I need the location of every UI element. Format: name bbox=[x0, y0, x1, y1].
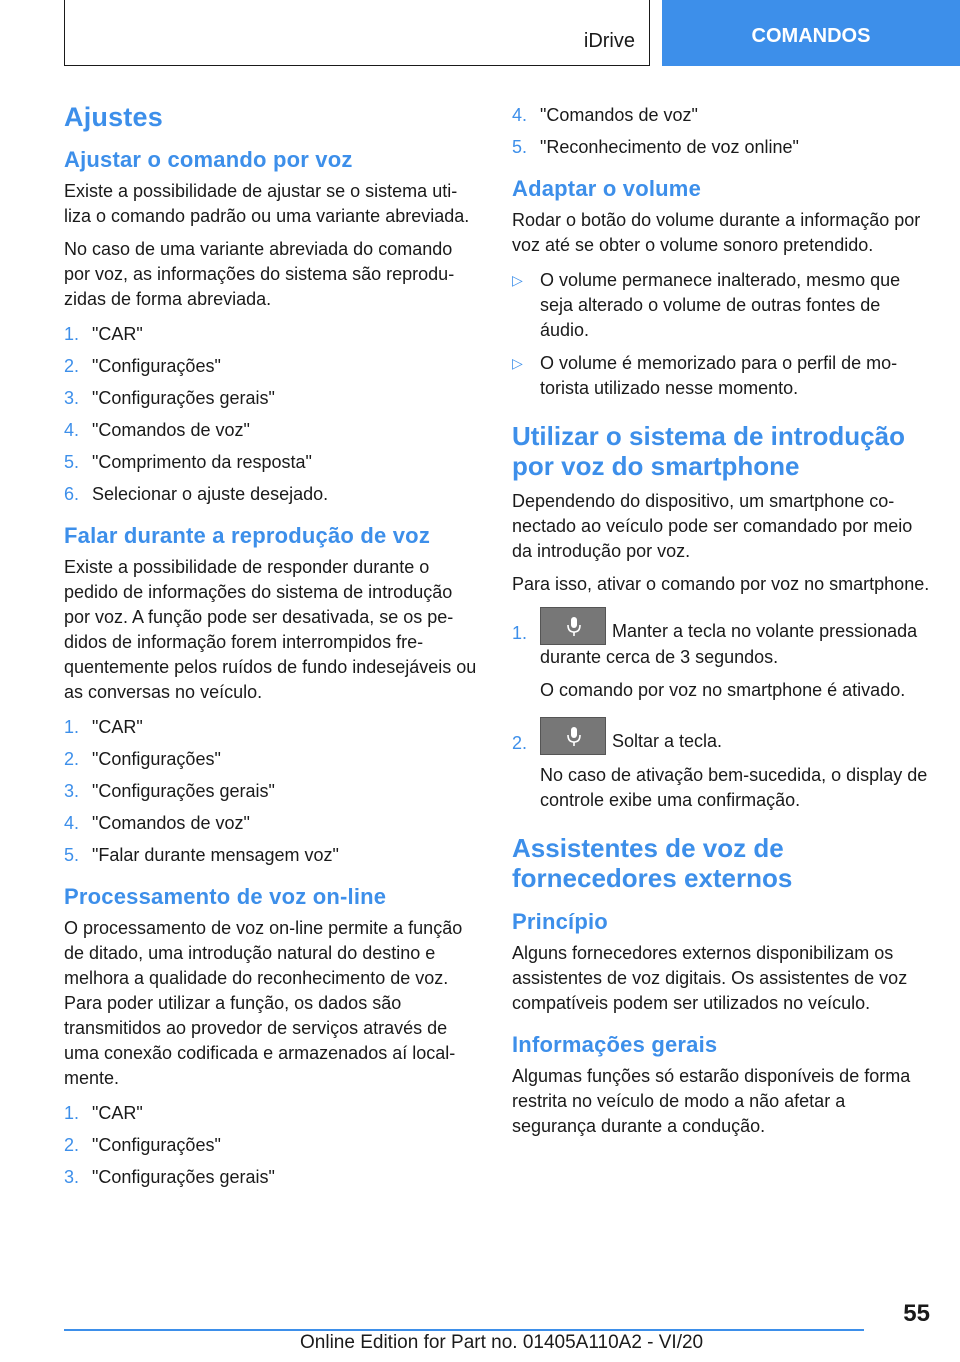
list-item: 5. "Falar durante mensagem voz" bbox=[64, 845, 339, 865]
section-heading: Processamento de voz on-line bbox=[64, 884, 387, 909]
list-item: 5. "Comprimento da resposta" bbox=[64, 452, 312, 472]
right-column bbox=[512, 103, 930, 1147]
list-item: 3. "Configurações gerais" bbox=[64, 781, 275, 801]
steps-list-continued bbox=[512, 103, 930, 160]
section-heading: Adaptar o volume bbox=[512, 176, 702, 201]
paragraph: Existe a possibilidade de responder durante o pedido de informações do sistema de introdução por voz. A função pode ser desativada, se os pedidos de informação forem interrompidos frequentemente pelos ruídos de fundo indesejáveis ou as conversas no veículo. bbox=[64, 557, 477, 702]
paragraph: Rodar o botão do volume durante a informação por voz até se obter o volume sonoro pretendido. bbox=[512, 210, 921, 255]
list-item: 6. Selecionar o ajuste desejado. bbox=[64, 484, 329, 504]
steps-list bbox=[512, 607, 930, 813]
list-item: 2. Soltar a tecla. No caso de ativação bem-sucedida, o display de controle exibe uma confirmação. bbox=[512, 717, 930, 813]
microphone-icon bbox=[540, 717, 606, 755]
page-header bbox=[0, 0, 960, 66]
steps-list bbox=[64, 322, 478, 507]
triangle-right-icon: ▷ bbox=[512, 272, 523, 288]
section-heading: Assistentes de voz de fornecedores externos bbox=[512, 833, 793, 893]
list-item: ▷ O volume permanece inalterado, mesmo que seja alterado o volume de outras fontes de áudio. bbox=[512, 270, 901, 340]
paragraph: Dependendo do dispositivo, um smartphone conectado ao veículo pode ser comandado por meio da introdução por voz. bbox=[512, 491, 913, 561]
list-item: 2. "Configurações" bbox=[64, 749, 221, 769]
paragraph: Alguns fornecedores externos disponibilizam os assistentes de voz digitais. Os assistentes de voz compatíveis podem ser utilizados no veículo. bbox=[512, 943, 908, 1013]
list-item: 5. "Reconhecimento de voz online" bbox=[512, 137, 799, 157]
section-heading: Ajustar o comando por voz bbox=[64, 147, 353, 172]
notes-list bbox=[512, 268, 930, 401]
chapter-tab: COMANDOS bbox=[662, 0, 960, 66]
subsection-heading: Informações gerais bbox=[512, 1032, 718, 1057]
steps-list bbox=[64, 715, 478, 868]
list-item: 1. "CAR" bbox=[64, 1103, 143, 1123]
paragraph: Existe a possibilidade de ajustar se o sistema utiliza o comando padrão ou uma variante abreviada. bbox=[64, 181, 470, 226]
step-result: O comando por voz no smartphone é ativado. bbox=[540, 680, 906, 700]
paragraph: Algumas funções só estarão disponíveis de forma restrita no veículo de modo a não afetar a segurança durante a condução. bbox=[512, 1066, 911, 1136]
subsection-heading: Princípio bbox=[512, 909, 608, 934]
list-item: 2. "Configurações" bbox=[64, 356, 221, 376]
footer-divider bbox=[64, 1329, 864, 1331]
list-item: 4. "Comandos de voz" bbox=[64, 420, 250, 440]
list-item: 1. Manter a tecla no volante pressionada durante cerca de 3 segundos. O comando por voz no smartphone é ativado. bbox=[512, 607, 930, 703]
list-item: 3. "Configurações gerais" bbox=[64, 388, 275, 408]
left-column bbox=[64, 98, 478, 1197]
steps-list bbox=[64, 1101, 478, 1190]
section-heading: Falar durante a reprodução de voz bbox=[64, 523, 431, 548]
page-number: 55 bbox=[903, 1300, 930, 1327]
microphone-icon bbox=[540, 607, 606, 645]
list-item: 3. "Configurações gerais" bbox=[64, 1167, 275, 1187]
triangle-right-icon: ▷ bbox=[512, 355, 523, 371]
step-result: No caso de ativação bem-sucedida, o display de controle exibe uma confirmação. bbox=[540, 765, 928, 810]
edition-footer: Online Edition for Part no. 01405A110A2 - VI/20 bbox=[300, 1332, 704, 1353]
page-title: Ajustes bbox=[64, 102, 163, 132]
section-heading: Utilizar o sistema de introdução por voz do smartphone bbox=[512, 421, 905, 481]
paragraph: Para isso, ativar o comando por voz no smartphone. bbox=[512, 574, 930, 594]
list-item: 4. "Comandos de voz" bbox=[64, 813, 250, 833]
list-item: 1. "CAR" bbox=[64, 717, 143, 737]
list-item: 1. "CAR" bbox=[64, 324, 143, 344]
section-label: iDrive bbox=[583, 30, 635, 52]
paragraph: No caso de uma variante abreviada do comando por voz, as informações do sistema são reproduzidas de forma abreviada. bbox=[64, 239, 455, 309]
header-section-box bbox=[64, 0, 650, 66]
list-item: 2. "Configurações" bbox=[64, 1135, 221, 1155]
list-item: ▷ O volume é memorizado para o perfil de motorista utilizado nesse momento. bbox=[512, 353, 898, 398]
paragraph: O processamento de voz on-line permite a função de ditado, uma introdução natural do destino e melhora a qualidade do reconhecimento de voz. Para poder utilizar a função, os dados são transmitidos ao provedor de serviços através de uma conexão codificada e armazenados aí localmente. bbox=[64, 918, 463, 1088]
list-item: 4. "Comandos de voz" bbox=[512, 105, 698, 125]
